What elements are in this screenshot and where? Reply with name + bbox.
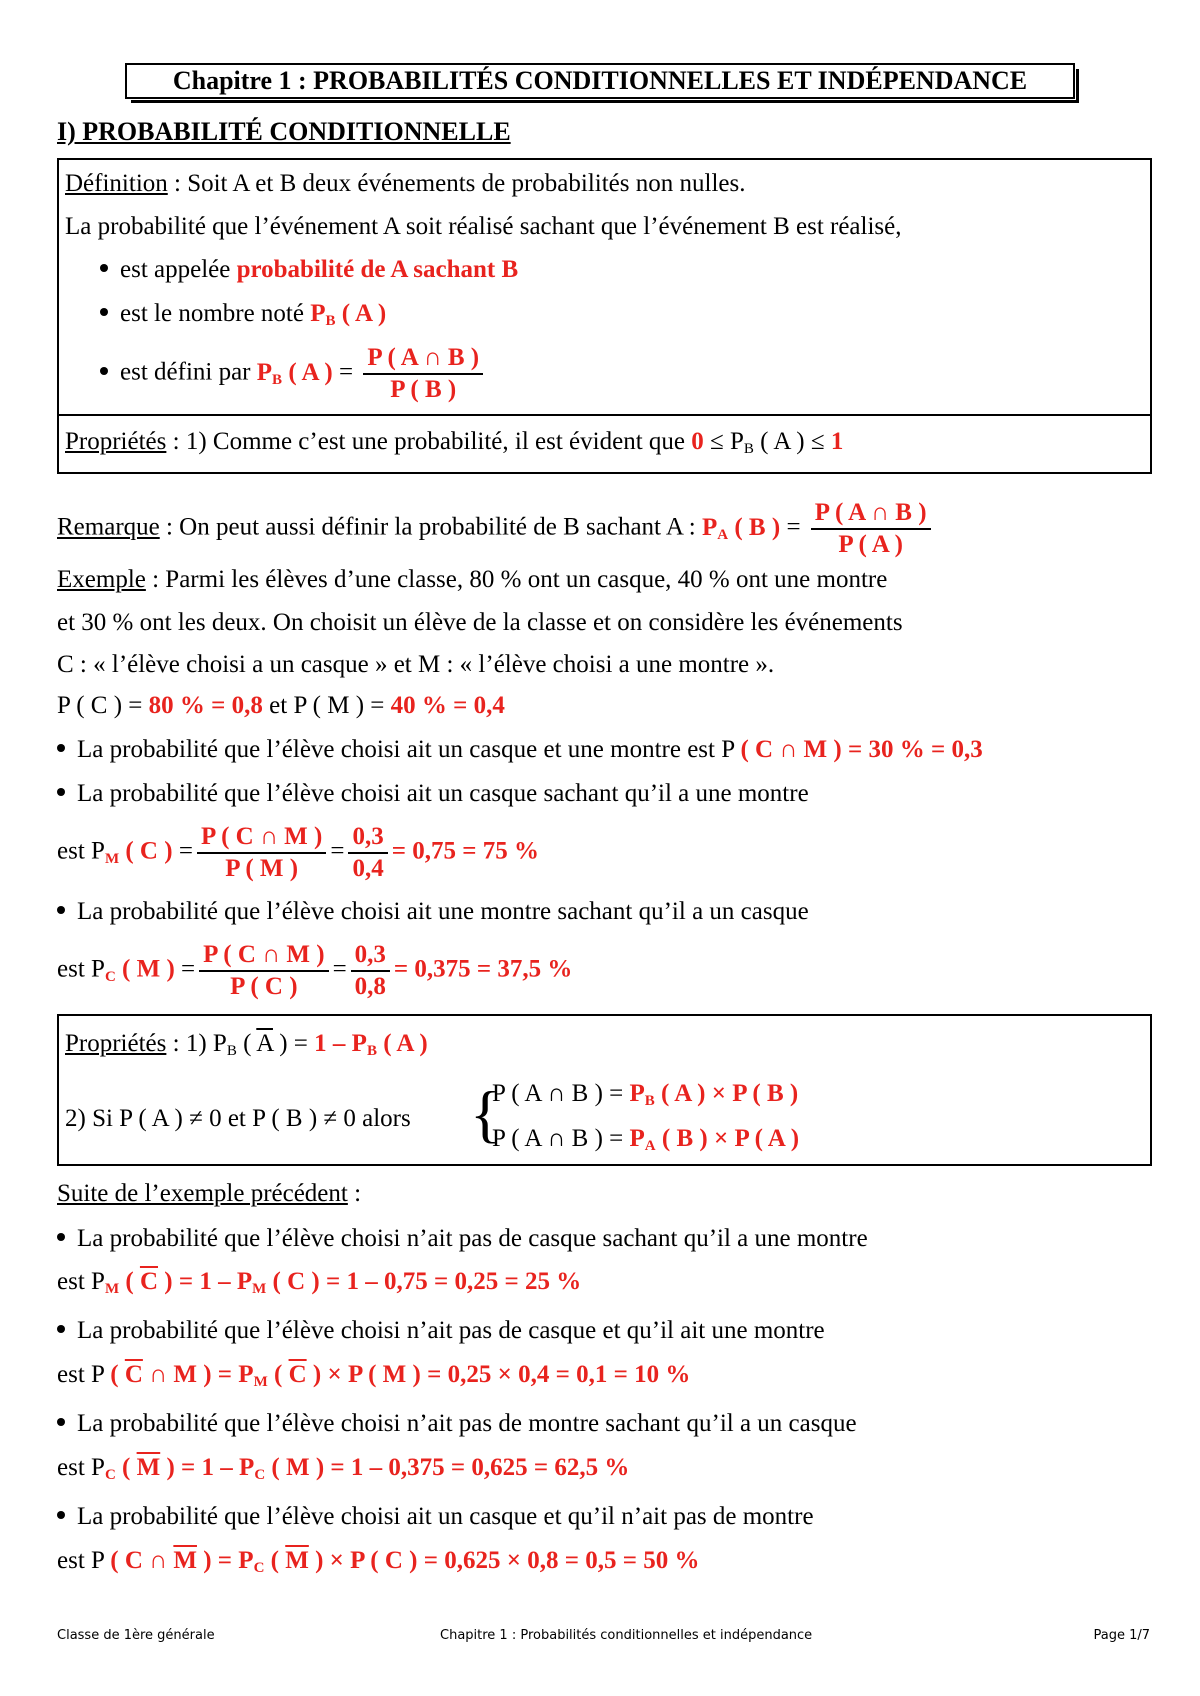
notation-sub: A	[644, 1138, 656, 1154]
text: est P	[57, 1361, 111, 1388]
value: ( M ) = 1 – 0,375 = 0,625 = 62,5 %	[265, 1454, 630, 1481]
suite-title	[57, 1180, 361, 1208]
notation-sub: M	[104, 1281, 120, 1297]
property-2-eq-1	[492, 1080, 798, 1108]
equals: =	[780, 513, 807, 541]
suite-line-2-eq	[57, 1361, 690, 1389]
definition-label: Définition	[65, 170, 168, 197]
value: 80 % = 0,8	[148, 692, 263, 719]
text: et P ( M ) =	[262, 692, 391, 719]
example-line-8	[57, 898, 809, 926]
notation-sub: M	[252, 1281, 267, 1297]
value: 1 – P	[314, 1030, 367, 1057]
complement-m: $\overline{M}$	[285, 1547, 309, 1574]
notation-arg: ( M )	[122, 955, 175, 983]
notation-p: P	[701, 513, 718, 541]
bullet-icon	[57, 744, 65, 752]
text: P ( C ) =	[57, 692, 149, 719]
example-label: Exemple	[57, 566, 146, 593]
fraction-2	[351, 940, 390, 1002]
fraction-numerator: P ( C ∩ M )	[197, 822, 326, 854]
definition-line-1	[65, 170, 745, 198]
bullet-icon	[100, 264, 108, 272]
property-2-line-2: 2) Si P ( A ) ≠ 0 et P ( B ) ≠ 0 alors	[65, 1105, 411, 1132]
remark-label: Remarque	[57, 513, 160, 541]
property-ineq: ≤ P	[703, 428, 744, 455]
definition-line-2: La probabilité que l’événement A soit réalisé sachant que l’événement B est réalisé,	[65, 213, 902, 240]
notation-sub: B	[366, 1043, 377, 1059]
text: ) =	[272, 1030, 315, 1057]
value: ) = 1 – P	[158, 1268, 253, 1295]
value: ) × P ( C ) = 0,625 × 0,8 = 0,5 = 50 %	[308, 1547, 700, 1574]
fraction-numerator: P ( A ∩ B )	[363, 343, 483, 375]
complement-m: $\overline{M}$	[136, 1454, 161, 1481]
value: 40 % = 0,4	[390, 692, 505, 719]
fraction-1	[197, 822, 326, 884]
example-text: : Parmi les élèves d’une classe, 80 % ont un casque, 40 % ont une montre	[145, 566, 888, 593]
fraction-numerator: P ( A ∩ B )	[811, 498, 931, 530]
notation-p: P	[629, 1080, 645, 1107]
text: est P	[57, 1547, 111, 1574]
notation-sub: B	[325, 313, 336, 329]
footer-page: Page 1/7	[1093, 1628, 1150, 1643]
suite-line-4-eq	[57, 1547, 700, 1575]
bullet-icon	[100, 308, 108, 316]
chapter-title-box	[125, 63, 1075, 99]
value: ) = P	[196, 1547, 254, 1574]
example-line-4	[57, 692, 505, 720]
property-label: Propriétés	[65, 428, 167, 455]
notation-sub: M	[253, 1374, 268, 1390]
notation-sub: C	[254, 1467, 266, 1483]
notation-arg: ( A )	[341, 300, 387, 327]
suite-line-3-eq	[57, 1454, 629, 1482]
fraction-denominator: P ( C )	[230, 973, 298, 1000]
value: (	[264, 1547, 286, 1574]
definition-fraction	[363, 343, 483, 405]
property-2-eq-2	[492, 1125, 799, 1153]
notation-sub: A	[717, 526, 729, 543]
notation-arg: ( A )	[288, 358, 333, 386]
notation-sub: M	[104, 850, 120, 867]
text: :	[347, 1180, 362, 1207]
text: P ( A ∩ B ) =	[492, 1080, 630, 1107]
bound-zero: 0	[691, 428, 704, 455]
brace-icon: {	[470, 1078, 501, 1149]
example-line-6	[57, 780, 809, 808]
value: ( A )	[376, 1030, 428, 1057]
bullet-icon	[57, 906, 65, 914]
example-line-3: C : « l’élève choisi a un casque » et M : « l’élève choisi a une montre ».	[57, 651, 775, 678]
result: = 0,75 = 75 %	[391, 837, 539, 865]
suite-line-1	[57, 1225, 868, 1253]
complement-m: $\overline{M}$	[173, 1547, 197, 1574]
value: ( C ) = 1 – 0,75 = 0,25 = 25 %	[266, 1268, 582, 1295]
complement-a: $\overline{A}$	[256, 1030, 273, 1057]
suite-label: Suite de l’exemple précédent	[57, 1180, 348, 1207]
value: ( C ∩ M ) = 30 % = 0,3	[740, 736, 983, 763]
value: (	[267, 1361, 289, 1388]
fraction-denominator: P ( A )	[838, 531, 903, 558]
example-line-2: et 30 % ont les deux. On choisit un élève de la classe et on considère les événements	[57, 609, 903, 636]
value: ( B ) × P ( A )	[655, 1125, 800, 1152]
remark-text: : On peut aussi définir la probabilité de B sachant A :	[159, 513, 702, 541]
value: ( C ∩	[110, 1547, 174, 1574]
value: ∩ M ) = P	[142, 1361, 254, 1388]
definition-bullet-1	[100, 256, 518, 284]
definition-term: probabilité de A sachant B	[236, 256, 519, 283]
property-text: : 1) Comme c’est une probabilité, il est évident que	[166, 428, 692, 455]
bullet-icon	[100, 367, 108, 375]
notation-sub: C	[253, 1560, 265, 1576]
notation-p: P	[310, 300, 326, 327]
fraction-numerator: 0,3	[351, 940, 390, 972]
fraction-denominator: 0,4	[352, 855, 384, 882]
complement-c: $\overline{C}$	[288, 1361, 307, 1388]
notation-arg: ( B )	[734, 513, 781, 541]
value: (	[115, 1454, 137, 1481]
footer-left: Classe de 1ère générale	[57, 1628, 215, 1643]
property-1-line	[65, 428, 843, 456]
text: : 1) P	[166, 1030, 227, 1057]
bullet-icon	[57, 1511, 65, 1519]
notation-sub: B	[226, 1043, 237, 1059]
definition-bullet-3	[100, 343, 487, 405]
text: La probabilité que l’élève choisi ait un casque et qu’il n’ait pas de montre	[77, 1503, 814, 1530]
value: ( A ) × P ( B )	[654, 1080, 799, 1107]
text: La probabilité que l’élève choisi n’ait pas de casque et qu’il ait une montre	[77, 1317, 825, 1344]
property-label: Propriétés	[65, 1030, 167, 1057]
fraction-1	[199, 940, 328, 1002]
footer-center: Chapitre 1 : Probabilités conditionnelles et indépendance	[440, 1628, 813, 1643]
text: est P	[57, 837, 105, 865]
bullet-text: est le nombre noté	[120, 300, 311, 327]
text: La probabilité que l’élève choisi ait un casque sachant qu’il a une montre	[77, 780, 809, 807]
text: est P	[57, 955, 105, 983]
remark-line	[57, 498, 935, 560]
fraction-numerator: P ( C ∩ M )	[199, 940, 328, 972]
notation-sub: C	[104, 968, 116, 985]
bound-one: 1	[830, 428, 844, 455]
value: ) × P ( M ) = 0,25 × 0,4 = 0,1 = 10 %	[306, 1361, 691, 1388]
fraction-numerator: 0,3	[348, 822, 387, 854]
text: La probabilité que l’élève choisi n’ait pas de montre sachant qu’il a un casque	[77, 1410, 857, 1437]
text: La probabilité que l’élève choisi ait un casque et une montre est P	[77, 736, 741, 763]
suite-line-3	[57, 1410, 857, 1438]
fraction-denominator: P ( B )	[390, 376, 457, 403]
notation-p: P	[629, 1125, 645, 1152]
property-ineq-2: ( A ) ≤	[753, 428, 831, 455]
text: est P	[57, 1454, 105, 1481]
property-2-line-1	[65, 1030, 428, 1058]
notation-p: P	[256, 358, 273, 386]
equals: =	[332, 358, 360, 386]
value: (	[110, 1361, 125, 1388]
suite-line-2	[57, 1317, 825, 1345]
bullet-icon	[57, 1325, 65, 1333]
result: = 0,375 = 37,5 %	[393, 955, 573, 983]
definition-bullet-2	[100, 300, 386, 328]
suite-line-1-eq	[57, 1268, 581, 1296]
definition-intro: : Soit A et B deux événements de probabilités non nulles.	[167, 170, 746, 197]
text: (	[236, 1030, 257, 1057]
fraction-denominator: 0,8	[354, 973, 386, 1000]
fraction-denominator: P ( M )	[225, 855, 299, 882]
text: P ( A ∩ B ) =	[492, 1125, 630, 1152]
bullet-icon	[57, 788, 65, 796]
bullet-icon	[57, 1233, 65, 1241]
bullet-text: est appelée	[120, 256, 237, 283]
example-line-1	[57, 566, 887, 594]
value: (	[119, 1268, 140, 1295]
chapter-title: Chapitre 1 : PROBABILITÉS CONDITIONNELLES ET INDÉPENDANCE	[172, 66, 1028, 95]
example-line-5	[57, 736, 983, 764]
text: La probabilité que l’élève choisi ait une montre sachant qu’il a un casque	[77, 898, 809, 925]
complement-c: $\overline{C}$	[139, 1268, 158, 1295]
remark-fraction	[811, 498, 931, 560]
notation-sub: B	[743, 441, 754, 457]
suite-line-4	[57, 1503, 814, 1531]
value: ) = 1 – P	[160, 1454, 255, 1481]
section-title: I) PROBABILITÉ CONDITIONNELLE	[57, 117, 511, 146]
text: La probabilité que l’élève choisi n’ait pas de casque sachant qu’il a une montre	[77, 1225, 868, 1252]
bullet-text: est défini par	[120, 358, 257, 386]
fraction-2	[348, 822, 387, 884]
notation-arg: ( C )	[125, 837, 173, 865]
text: est P	[57, 1268, 105, 1295]
bullet-icon	[57, 1418, 65, 1426]
notation-sub: C	[104, 1467, 116, 1483]
notation-sub: B	[272, 371, 283, 388]
notation-sub: B	[644, 1093, 655, 1109]
complement-c: $\overline{C}$	[124, 1361, 143, 1388]
example-line-9: est PC ( M ) = $\frac{P ( C \cap M )}{P ( C )}$ = $\frac{0,3}{0,8}$ = 0,375 = 37,5 %	[57, 941, 573, 1000]
example-line-7: est PM ( C ) = $\frac{P ( C \cap M )}{P ( M )}$ = $\frac{0,3}{0,4}$ = 0,75 = 75 %	[57, 823, 539, 882]
